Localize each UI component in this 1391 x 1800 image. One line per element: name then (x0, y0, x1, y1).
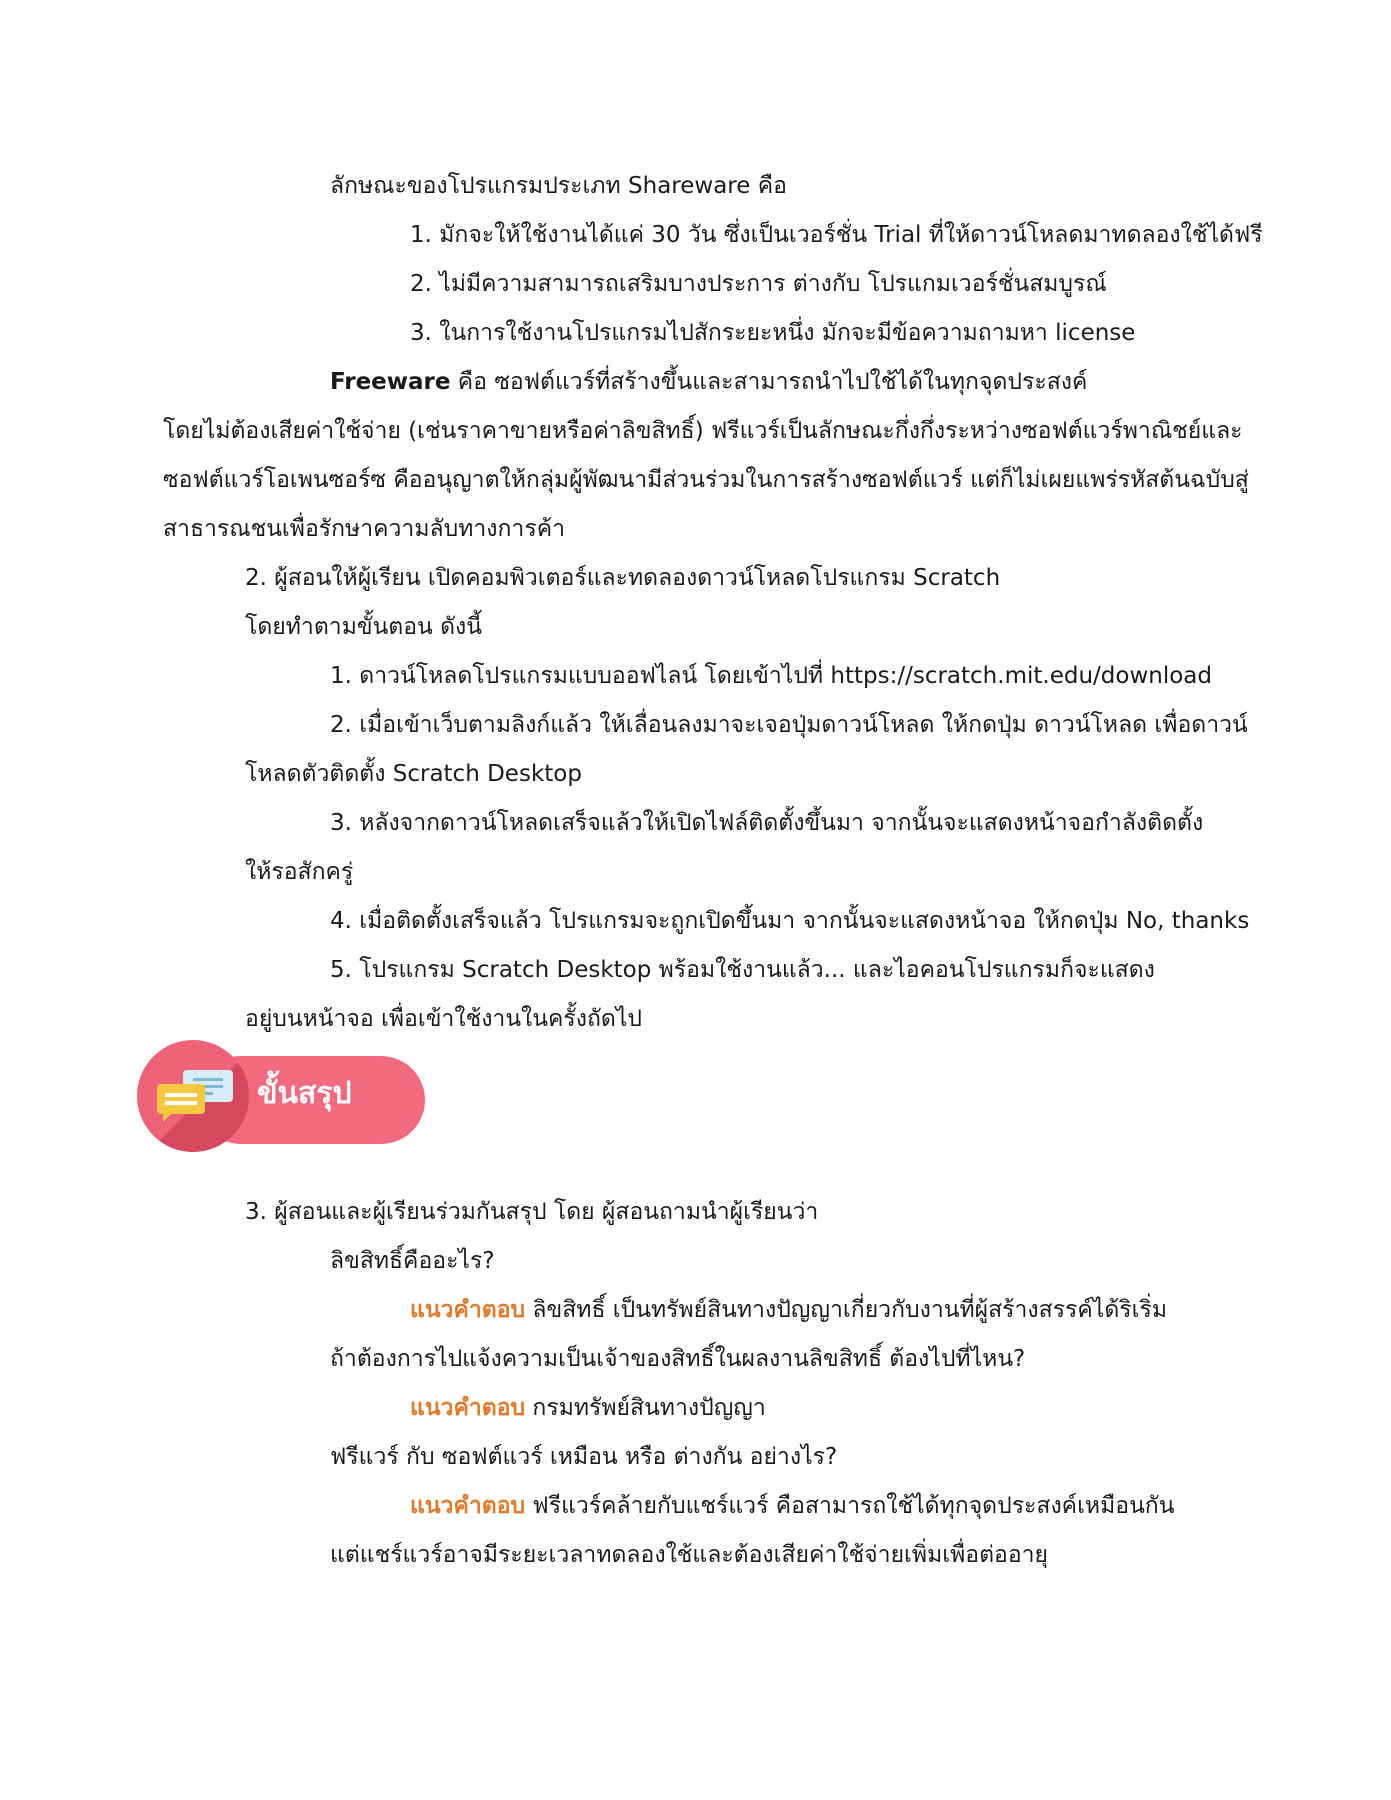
shareware-heading: ลักษณะของโปรแกรมประเภท Shareware คือ (330, 173, 787, 199)
summary-banner (137, 1040, 425, 1152)
freeware-term: Freeware (330, 369, 451, 395)
answer-2 (410, 1392, 766, 1424)
answer-1 (410, 1294, 1167, 1326)
question-2: ถ้าต้องการไปแจ้งความเป็นเจ้าของสิทธิ์ในผลงานลิขสิทธิ์ ต้องไปที่ไหน? (330, 1346, 1026, 1372)
step2-sub-2b: โหลดตัวติดตั้ง Scratch Desktop (245, 761, 582, 787)
freeware-line-2: โดยไม่ต้องเสียค่าใช้จ่าย (เช่นราคาขายหรือค่าลิขสิทธิ์) ฟรีแวร์เป็นลักษณะกึ่งกึ่งระหว่างซอฟต์แวร์พาณิชย์และ (163, 418, 1243, 444)
step2-sub-1: 1. ดาวน์โหลดโปรแกรมแบบออฟไลน์ โดยเข้าไปที่ https://scratch.mit.edu/download (330, 663, 1212, 689)
answer-1-text: ลิขสิทธิ์ เป็นทรัพย์สินทางปัญญาเกี่ยวกับงานที่ผู้สร้างสรรค์ได้ริเริ่ม (525, 1297, 1168, 1323)
answer-label: แนวคำตอบ (410, 1297, 526, 1323)
chat-bubbles-icon (155, 1066, 235, 1126)
question-1: ลิขสิทธิ์คืออะไร? (330, 1248, 495, 1274)
freeware-definition: คือ ซอฟต์แวร์ที่สร้างขึ้นและสามารถนำไปใช้ได้ในทุกจุดประสงค์ (450, 369, 1088, 395)
step2-sub-5b: อยู่บนหน้าจอ เพื่อเข้าใช้งานในครั้งถัดไป (245, 1006, 643, 1032)
shareware-item-2: 2. ไม่มีความสามารถเสริมบางประการ ต่างกับ โปรแกมเวอร์ชั่นสมบูรณ์ (410, 271, 1107, 297)
step2-line-1: 2. ผู้สอนให้ผู้เรียน เปิดคอมพิวเตอร์และทดลองดาวน์โหลดโปรแกรม Scratch (245, 565, 1001, 591)
answer-3 (410, 1490, 1174, 1522)
answer-2-text: กรมทรัพย์สินทางปัญญา (525, 1395, 766, 1421)
step3-line-1: 3. ผู้สอนและผู้เรียนร่วมกันสรุป โดย ผู้สอนถามนำผู้เรียนว่า (245, 1199, 819, 1225)
freeware-line-3: ซอฟต์แวร์โอเพนซอร์ซ คืออนุญาตให้กลุ่มผู้พัฒนามีส่วนร่วมในการสร้างซอฟต์แวร์ แต่ก็ไม่เผยแพร่รหัสต้นฉบับสู่ (163, 467, 1249, 493)
step2-sub-3b: ให้รอสักครู่ (245, 859, 354, 885)
shareware-item-3: 3. ในการใช้งานโปรแกรมไปสักระยะหนึ่ง มักจะมีข้อความถามหา license (410, 320, 1136, 346)
answer-label: แนวคำตอบ (410, 1493, 526, 1519)
step2-sub-3a: 3. หลังจากดาวน์โหลดเสร็จแล้วให้เปิดไฟล์ติดตั้งขึ้นมา จากนั้นจะแสดงหน้าจอกำลังติดตั้ง (330, 810, 1204, 836)
answer-3-text: ฟรีแวร์คล้ายกับแชร์แวร์ คือสามารถใช้ได้ทุกจุดประสงค์เหมือนกัน (525, 1493, 1175, 1519)
step2-sub-2a: 2. เมื่อเข้าเว็บตามลิงก์แล้ว ให้เลื่อนลงมาจะเจอปุ่มดาวน์โหลด ให้กดปุ่ม ดาวน์โหลด เพื่อดาวน์ (330, 712, 1248, 738)
step2-sub-5a: 5. โปรแกรม Scratch Desktop พร้อมใช้งานแล้ว... และไอคอนโปรแกรมก็จะแสดง (330, 957, 1155, 983)
answer-label: แนวคำตอบ (410, 1395, 526, 1421)
step2-line-2: โดยทำตามขั้นตอน ดังนี้ (245, 614, 482, 640)
step2-sub-4: 4. เมื่อติดตั้งเสร็จแล้ว โปรแกรมจะถูกเปิดขึ้นมา จากนั้นจะแสดงหน้าจอ ให้กดปุ่ม No, thanks (330, 908, 1250, 934)
freeware-line-1 (330, 366, 1087, 398)
answer-3-continued: แต่แชร์แวร์อาจมีระยะเวลาทดลองใช้และต้องเสียค่าใช้จ่ายเพิ่มเพื่อต่ออายุ (330, 1542, 1049, 1568)
banner-title: ขั้นสรุป (257, 1076, 352, 1111)
shareware-item-1: 1. มักจะให้ใช้งานได้แค่ 30 วัน ซึ่งเป็นเวอร์ชั่น Trial ที่ให้ดาวน์โหลดมาทดลองใช้ได้ฟรี (410, 222, 1263, 248)
question-3: ฟรีแวร์ กับ ซอฟต์แวร์ เหมือน หรือ ต่างกัน อย่างไร? (330, 1444, 838, 1470)
freeware-line-4: สาธารณชนเพื่อรักษาความลับทางการค้า (163, 516, 565, 542)
